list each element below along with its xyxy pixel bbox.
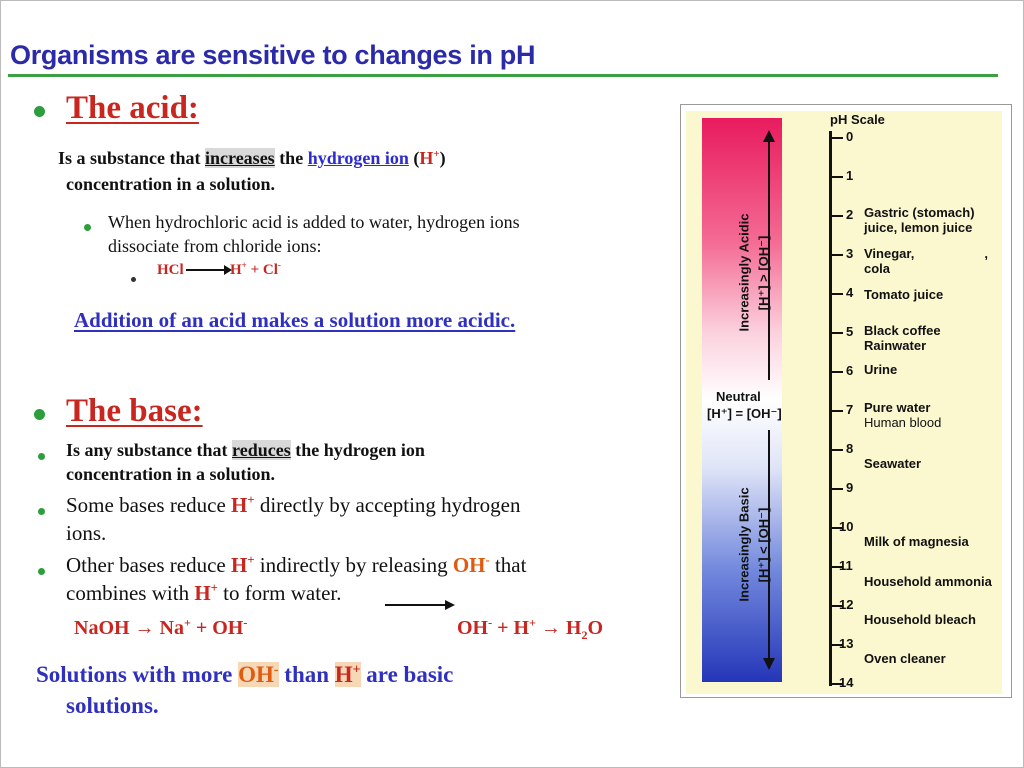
ph-tick-8: [829, 449, 843, 451]
ph-tick-label-7: 7: [846, 402, 854, 417]
b3-line2-suffix: to form water.: [217, 581, 342, 605]
conclusion-oh-group: [238, 662, 278, 687]
ph-tick-label-1: 1: [846, 168, 854, 183]
substance-rainwater: Rainwater: [864, 338, 927, 353]
b3-line2-h: H: [194, 581, 211, 605]
equation-bullet-icon: [131, 269, 136, 287]
eq2-plus: +: [529, 615, 536, 630]
conclusion-line2: solutions.: [66, 693, 159, 718]
ph-tick-1: [829, 176, 843, 178]
substance-milk-magnesia: Milk of magnesia: [864, 534, 969, 549]
base-b3-bullet-icon: [38, 562, 45, 580]
ph-tick-label-3: 3: [846, 246, 854, 261]
b2-h: H: [231, 493, 248, 517]
ph-tick-label-2: 2: [846, 207, 854, 222]
eq-products: [230, 262, 281, 279]
ph-tick-label-6: 6: [846, 363, 854, 378]
ph-tick-label-9: 9: [846, 480, 854, 495]
ph-tick-6: [829, 371, 843, 373]
base-heading: The base:: [66, 393, 203, 429]
ph-tick-2: [829, 215, 843, 217]
base-def-reduces: reduces: [232, 440, 291, 460]
ph-tick-4: [829, 293, 843, 295]
base-b2-line1: [66, 491, 520, 519]
eq-minus-sup: -: [277, 260, 281, 270]
base-definition-line1: [66, 437, 425, 463]
substance-water: [864, 400, 941, 430]
substance-pure-water: Pure water: [864, 400, 931, 415]
b2-plus: +: [247, 493, 255, 507]
b2-prefix: Some bases reduce: [66, 493, 232, 517]
title-divider: [8, 74, 998, 77]
conclusion-oh: OH: [238, 662, 274, 687]
basic-label: Increasingly Basic: [736, 487, 752, 602]
acidic-formula: [H⁺] > [OH⁻]: [756, 235, 771, 311]
eq1-plus: +: [184, 615, 191, 630]
eq-h: H: [230, 262, 242, 278]
substance-blood: Human blood: [864, 415, 942, 430]
acid-def-open: (: [408, 148, 420, 168]
acid-def-close: ): [439, 148, 446, 168]
ph-tick-9: [829, 488, 843, 490]
ph-tick-label-8: 8: [846, 441, 854, 456]
substance-tomato: Tomato juice: [864, 287, 944, 302]
base-bullet-icon: [34, 407, 45, 425]
substance-ammonia: Household ammonia: [864, 574, 992, 589]
acid-bullet-line2: dissociate from chloride ions:: [108, 236, 322, 256]
acid-def-h: H: [419, 148, 434, 168]
acid-summary: Addition of an acid makes a solution more acidic.: [74, 308, 516, 332]
b3-oh: OH: [452, 553, 486, 577]
conclusion-a: Solutions with more: [36, 662, 239, 687]
conclusion-minus: -: [273, 661, 279, 677]
acid-heading: The acid:: [66, 90, 199, 126]
ph-tick-label-13: 13: [839, 636, 854, 651]
acid-def-prefix: Is a substance that: [58, 148, 206, 168]
b3-h: H: [231, 553, 248, 577]
base-b2-bullet-icon: [38, 502, 45, 520]
ph-tick-7: [829, 410, 843, 412]
neutral-formula: [H⁺] = [OH⁻]: [707, 406, 782, 421]
ph-tick-3: [829, 254, 843, 256]
eq1-minus: -: [243, 615, 248, 630]
eq2-d: O: [587, 617, 604, 639]
ph-tick-label-12: 12: [839, 597, 854, 612]
acid-sub-bullet-icon: [84, 218, 91, 236]
b3-line2-prefix: combines with: [66, 581, 195, 605]
ph-tick-5: [829, 332, 843, 334]
acid-definition-line2: concentration in a solution.: [66, 174, 276, 194]
eq-mid: + Cl: [246, 262, 278, 278]
base-def-bullet-icon: [38, 447, 45, 465]
basic-formula: [H⁺] < [OH⁻]: [756, 507, 771, 583]
substance-coffee: [864, 323, 941, 353]
substance-cola: cola: [864, 261, 891, 276]
eq2-sub: 2: [581, 628, 588, 642]
eq-arrow-icon: [186, 263, 232, 277]
ph-tick-label-0: 0: [846, 129, 854, 144]
acid-definition-line1: [58, 145, 446, 171]
acid-def-the: the: [274, 148, 308, 168]
water-equation: [457, 617, 603, 640]
conclusion-line1: [36, 662, 453, 688]
b3-prefix: Other bases reduce: [66, 553, 232, 577]
b3-mid: indirectly by releasing: [254, 553, 453, 577]
base-definition-line2: concentration in a solution.: [66, 464, 276, 484]
acid-def-plus: +: [433, 148, 440, 160]
water-arrow-icon: [385, 598, 455, 612]
hydrogen-ion-link[interactable]: hydrogen ion: [307, 148, 409, 168]
eq1-a: NaOH → Na: [74, 617, 184, 639]
ph-tick-label-14: 14: [839, 675, 854, 690]
ph-tick-label-5: 5: [846, 324, 854, 339]
eq1-b: + OH: [190, 617, 244, 639]
conclusion-b: are basic: [360, 662, 454, 687]
substance-vinegar: [864, 246, 988, 276]
b3-suffix: that: [489, 553, 527, 577]
substance-gastric-line2: juice, lemon juice: [864, 220, 973, 235]
b2-suffix: directly by accepting hydrogen: [254, 493, 521, 517]
conclusion-h: H: [334, 662, 353, 687]
substance-bleach: Household bleach: [864, 612, 976, 627]
ph-tick-label-11: 11: [839, 558, 853, 573]
vinegar-comma: ,: [984, 246, 988, 261]
substance-seawater: Seawater: [864, 456, 922, 471]
substance-urine: Urine: [864, 362, 898, 377]
substance-coffee-line1: Black coffee: [864, 323, 941, 338]
eq2-minus: -: [488, 615, 493, 630]
base-def-suffix: the hydrogen ion: [290, 440, 425, 460]
acid-bullet-line1: When hydrochloric acid is added to water, hydrogen ions: [108, 212, 520, 232]
conclusion-than: than: [278, 662, 335, 687]
acidic-label: Increasingly Acidic: [736, 213, 752, 332]
ph-tick-0: [829, 137, 843, 139]
eq-plus-sup: +: [241, 260, 247, 270]
b3-line2-plus: +: [210, 581, 218, 595]
ph-tick-label-4: 4: [846, 285, 854, 300]
acid-def-increases: increases: [205, 148, 275, 168]
base-b3-line1: [66, 551, 526, 579]
substance-oven-cleaner: Oven cleaner: [864, 651, 946, 666]
eq2-b: + H: [492, 617, 530, 639]
eq2-a: OH: [457, 617, 489, 639]
slide-title: Organisms are sensitive to changes in pH: [10, 40, 536, 70]
ph-tick-label-10: 10: [839, 519, 854, 534]
neutral-label: Neutral: [716, 389, 761, 404]
eq2-c: → H: [535, 617, 582, 639]
eq-hcl: HCl: [157, 262, 184, 278]
substance-gastric: [864, 205, 975, 235]
conclusion-h-group: [335, 662, 361, 687]
base-b3-line2: [66, 579, 342, 607]
naoh-equation: [74, 617, 247, 640]
b3-minus: -: [485, 553, 490, 567]
base-b2-line2: ions.: [66, 521, 107, 545]
ph-scale-title: pH Scale: [830, 112, 885, 127]
acid-bullet-icon: [34, 104, 45, 122]
base-def-prefix: Is any substance that: [66, 440, 233, 460]
b3-plus: +: [247, 553, 255, 567]
substance-gastric-line1: Gastric (stomach): [864, 205, 975, 220]
substance-vinegar-line1: [864, 246, 988, 261]
conclusion-plus: +: [352, 661, 361, 677]
vinegar-text: Vinegar,: [864, 246, 915, 261]
